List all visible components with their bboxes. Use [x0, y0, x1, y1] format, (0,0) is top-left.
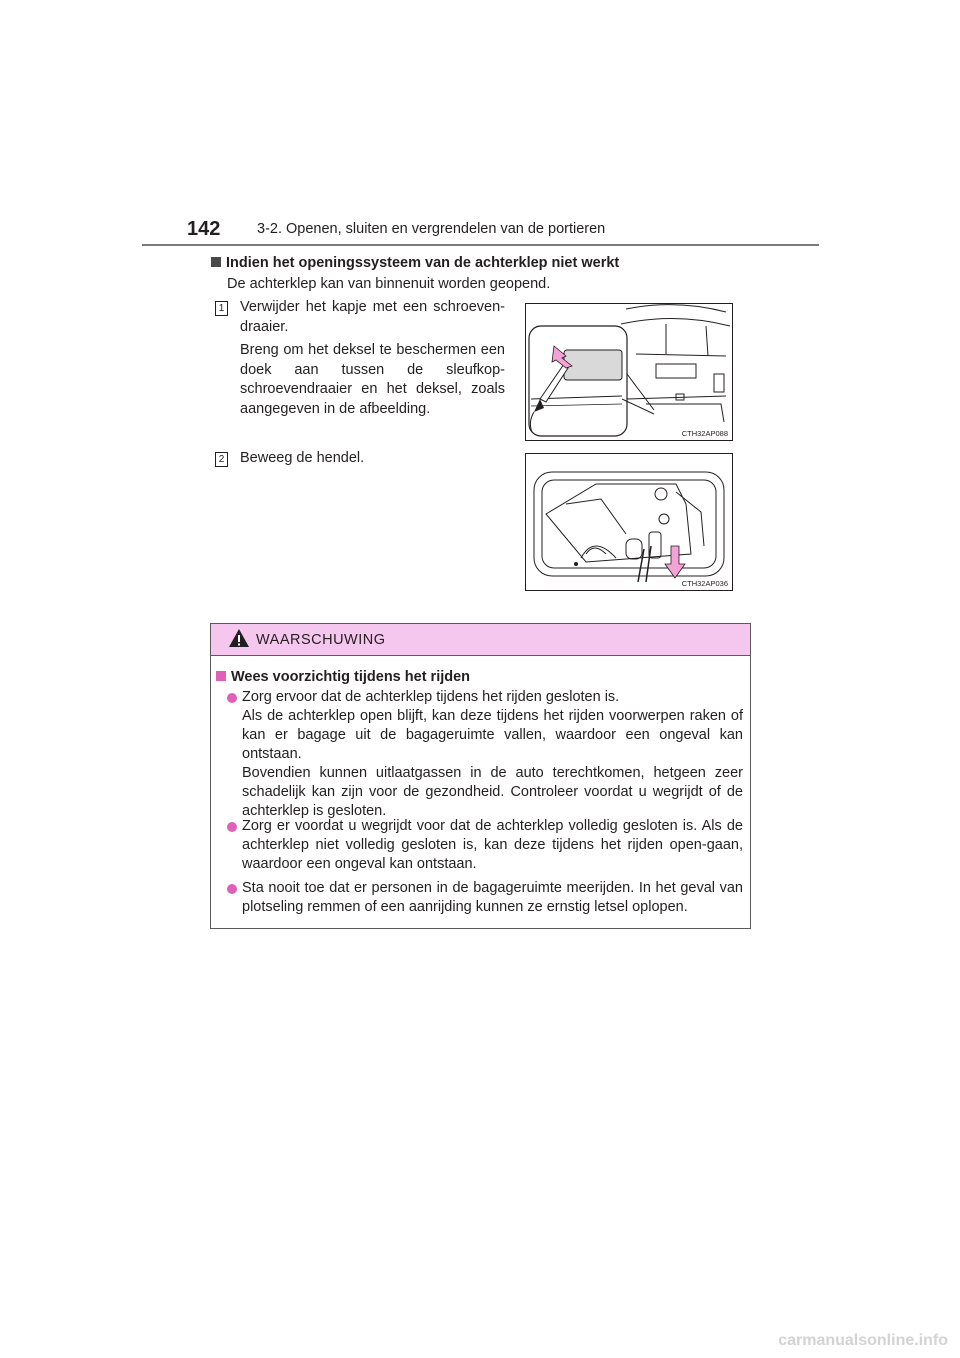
bullet-dot-icon	[227, 822, 237, 832]
figure-remove-cover	[525, 303, 733, 441]
warning-header	[211, 624, 750, 656]
tailgate-illustration	[526, 304, 732, 440]
warning-bullet-2: Zorg er voordat u wegrijdt voor dat de achterklep volledig gesloten is. Als de achterklep niet volledig gesloten is, kan deze tijdens het rijden open-gaan, waardoor een ongeval kan ontstaan.	[242, 818, 743, 872]
bullet-square-icon	[211, 257, 221, 267]
warning-bullet-1: Zorg ervoor dat de achterklep tijdens het rijden gesloten is. Als de achterklep open blijft, kan deze tijdens het rijden voorwerpen raken of kan er bagage uit de bagageruimte vallen, waardoor een ongeval kan ontstaan. Bovendien kunnen uitlaatgassen in de auto terechtkomen, hetgeen zeer schadelijk kan zijn voor de gezondheid. Controleer voordat u wegrijdt of de achterklep is gesloten.	[242, 689, 743, 819]
bullet-square-icon	[216, 671, 226, 681]
figure-code: CTH32AP088	[681, 429, 728, 438]
warning-box	[210, 623, 751, 929]
warning-subheading	[216, 669, 470, 685]
warning-title: WAARSCHUWING	[256, 632, 386, 648]
bullet-dot-icon	[227, 693, 237, 703]
page-number: 142	[187, 218, 221, 240]
figure-move-lever	[525, 453, 733, 591]
step-1-text: Verwijder het kapje met een schroeven-draaier.	[240, 299, 505, 335]
section-heading-text: Indien het openingssysteem van de achterklep niet werkt	[226, 255, 620, 271]
step-number-1: 1	[215, 301, 228, 316]
bullet-dot-icon	[227, 884, 237, 894]
warning-triangle-icon	[228, 628, 250, 648]
section-heading	[211, 255, 619, 271]
step-1-note: Breng om het deksel te beschermen een doek aan tussen de sleufkop-schroevendraaier en het deksel, zoals aangegeven in de afbeelding.	[240, 342, 505, 417]
step-number-2: 2	[215, 452, 228, 467]
footer-watermark: carmanualsonline.info	[778, 1332, 948, 1349]
step-2-text: Beweeg de hendel.	[240, 450, 365, 466]
warning-bullet-3: Sta nooit toe dat er personen in de bagageruimte meerijden. In het geval van plotseling remmen of een aanrijding kunnen ze ernstig letsel oplopen.	[242, 880, 743, 915]
zoom-inset	[529, 326, 627, 436]
figure-code: CTH32AP036	[681, 579, 728, 588]
chapter-title: 3-2. Openen, sluiten en vergrendelen van de portieren	[257, 221, 606, 237]
warning-subheading-text: Wees voorzichtig tijdens het rijden	[231, 669, 471, 685]
lever-illustration	[526, 454, 732, 590]
header-divider	[142, 244, 819, 246]
section-intro: De achterklep kan van binnenuit worden geopend.	[227, 276, 551, 292]
cover-cap	[564, 350, 622, 380]
arrow-down-icon	[665, 546, 685, 578]
